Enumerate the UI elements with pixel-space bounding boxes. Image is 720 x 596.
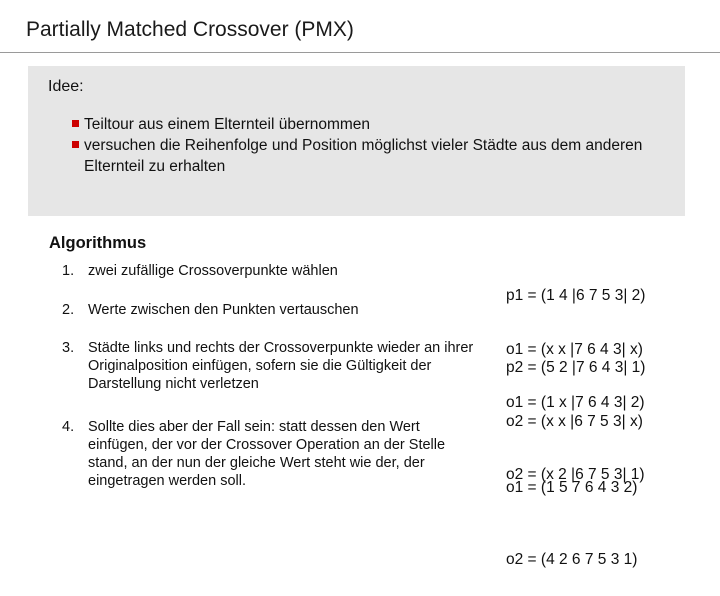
idea-heading: Idee: xyxy=(48,78,84,95)
algorithm-step xyxy=(62,301,482,319)
idea-list xyxy=(72,114,672,177)
step-text: Städte links und rechts der Crossoverpunkte wieder an ihrer Originalposition einfügen, sofern sie die Gültigkeit der Darstellung nicht verletzen xyxy=(88,340,474,392)
example-line: p2 = (5 2 |7 6 4 3| 1) xyxy=(506,359,646,376)
idea-bullet-text: versuchen die Reihenfolge und Position möglichst vieler Städte aus dem anderen Elternteil zu erhalten xyxy=(84,137,643,175)
step-text: zwei zufällige Crossoverpunkte wählen xyxy=(88,263,338,279)
example-line: p1 = (1 4 |6 7 5 3| 2) xyxy=(506,287,646,304)
example-line: o1 = (1 x |7 6 4 3| 2) xyxy=(506,394,645,411)
algorithm-heading: Algorithmus xyxy=(49,234,147,252)
square-bullet-icon xyxy=(72,120,79,127)
idea-bullet-item xyxy=(72,114,672,135)
example-line: o1 = (1 5 7 6 4 3 2) xyxy=(506,479,638,496)
idea-bullet-item xyxy=(72,135,672,177)
step-number: 3. xyxy=(62,340,75,356)
slide-title: Partially Matched Crossover (PMX) xyxy=(26,18,354,41)
algorithm-step xyxy=(62,262,482,280)
idea-box xyxy=(28,66,685,216)
algorithm-step xyxy=(62,418,482,490)
step-number: 1. xyxy=(62,263,75,279)
idea-bullet-text: Teiltour aus einem Elternteil übernommen xyxy=(84,116,371,133)
example-line: o2 = (x 2 |6 7 5 3| 1) xyxy=(506,466,645,483)
example-block xyxy=(506,428,706,596)
example-line: o1 = (x x |7 6 4 3| x) xyxy=(506,341,643,358)
step-text: Werte zwischen den Punkten vertauschen xyxy=(88,302,359,318)
step-number: 2. xyxy=(62,302,75,318)
step-number: 4. xyxy=(62,419,75,435)
square-bullet-icon xyxy=(72,141,79,148)
algorithm-step xyxy=(62,339,482,393)
title-divider xyxy=(0,52,720,53)
example-line: o2 = (4 2 6 7 5 3 1) xyxy=(506,551,638,568)
example-line: o2 = (x x |6 7 5 3| x) xyxy=(506,413,643,430)
step-text: Sollte dies aber der Fall sein: statt dessen den Wert einfügen, der vor der Crossover Operation an der Stelle stand, an der nun der gleiche Wert steht wie der, der eingetragen werden soll. xyxy=(88,419,446,489)
